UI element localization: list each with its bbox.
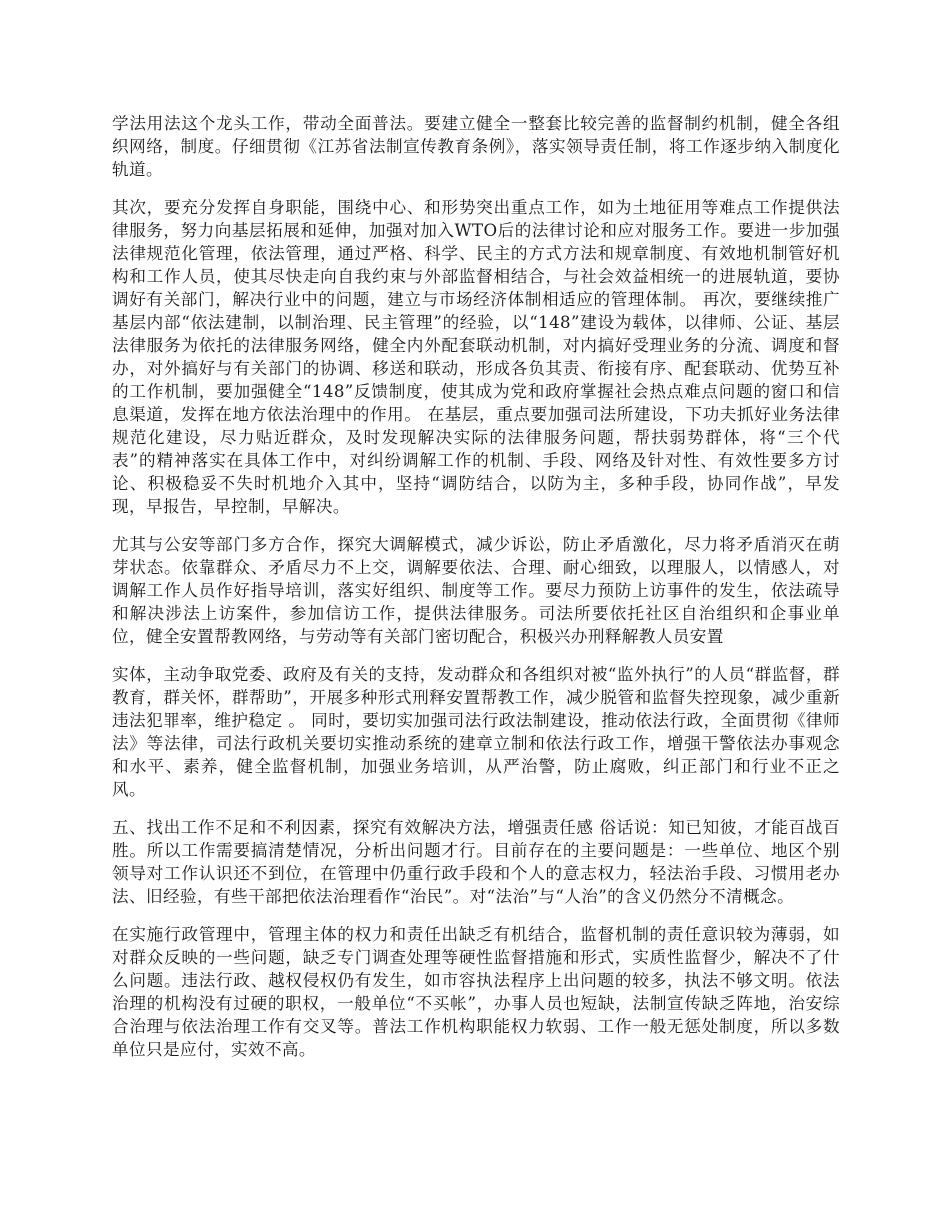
paragraph-3: 尤其与公安等部门多方合作，探究大调解模式，减少诉讼，防止矛盾激化，尽力将矛盾消灭在萌芽状态。依靠群众、矛盾尽力不上交，调解要依法、合理、耐心细致，以理服人，以情感人，对调解工作人员作好指导培训，落实好组织、制度等工作。要尽力预防上访事件的发生，依法疏导和解决涉法上访案件，参加信访工作，提供法律服务。司法所要依托社区自治组织和企事业单位，健全安置帮教网络，与劳动等有关部门密切配合，积极兴办刑释解教人员安置 [112, 535, 840, 646]
paragraph-5: 五、找出工作不足和不利因素，探究有效解决方法，增强责任感 俗话说：知已知彼，才能百战百胜。所以工作需要搞清楚情况，分析出问题才行。目前存在的主要问题是：一些单位、地区个别领导对工作认识还不到位，在管理中仍重行政手段和个人的意志权力，轻法治手段、习惯用老办法、旧经验，有些干部把依法治理看作“治民”。对“法治”与“人治”的含义仍然分不清概念。 [112, 818, 840, 906]
paragraph-6: 在实施行政管理中，管理主体的权力和责任出缺乏有机结合，监督机制的责任意识较为薄弱，如对群众反映的一些问题，缺乏专门调查处理等硬性监督措施和形式，实质性监督少，解决不了什么问题。违法行政、越权侵权仍有发生，如市容执法程序上出问题的较多，执法不够文明。依法治理的机构没有过硬的职权，一般单位“不买帐”，办事人员也短缺，法制宣传缺乏阵地，治安综合治理与依法治理工作有交叉等。普法工作机构职能权力软弱、工作一般无惩处制度，所以多数单位只是应付，实效不高。 [112, 925, 840, 1059]
paragraph-1: 学法用法这个龙头工作，带动全面普法。要建立健全一整套比较完善的监督制约机制，健全各组织网络，制度。仔细贯彻《江苏省法制宣传教育条例》，落实领导责任制，将工作逐步纳入制度化轨道。 [112, 114, 840, 179]
document-body [112, 112, 840, 1076]
paragraph-2: 其次，要充分发挥自身职能，围绕中心、和形势突出重点工作，如为土地征用等难点工作提供法律服务，努力向基层拓展和延伸，加强对加入WTO后的法律讨论和应对服务工作。要进一步加强法律规范化管理，依法管理，通过严格、科学、民主的方式方法和规章制度、有效地机制管好机构和工作人员，使其尽快走向自我约束与外部监督相结合，与社会效益相统一的进展轨道，要协调好有关部门，解决行业中的问题，建立与市场经济体制相适应的管理体制。 再次，要继续推广基层内部“依法建制，以制治理、民主管理”的经验，以“148”建设为载体，以律师、公证、基层法律服务为依托的法律服务网络，健全内外配套联动机制，对内搞好受理业务的分流、调度和督办，对外搞好与有关部门的协调、移送和联动，形成各负其责、衔接有序、配套联动、优势互补的工作机制，要加强健全“148”反馈制度，使其成为党和政府掌握社会热点难点问题的窗口和信息渠道，发挥在地方依法治理中的作用。 在基层，重点要加强司法所建设，下功夫抓好业务法律规范化建设，尽力贴近群众，及时发现解决实际的法律服务问题，帮扶弱势群体，将“三个代表”的精神落实在具体工作中，对纠纷调解工作的机制、手段、网络及针对性、有效性要多方讨论、积极稳妥不失时机地介入其中，坚持“调防结合，以防为主，多种手段，协同作战”，早发现，早报告，早控制，早解决。 [112, 198, 840, 516]
paragraph-4: 实体，主动争取党委、政府及有关的支持，发动群众和各组织对被“监外执行”的人员“群监督，群教育，群关怀，群帮助”，开展多种形式刑释安置帮教工作，减少脱管和监督失控现象，减少重新违法犯罪率，维护稳定 。 同时，要切实加强司法行政法制建设，推动依法行政，全面贯彻《律师法》等法律，司法行政机关要切实推动系统的建章立制和依法行政工作，增强干警依法办事观念和水平、素养，健全监督机制，加强业务培训，从严治警，防止腐败，纠正部门和行业不正之风。 [112, 665, 840, 799]
